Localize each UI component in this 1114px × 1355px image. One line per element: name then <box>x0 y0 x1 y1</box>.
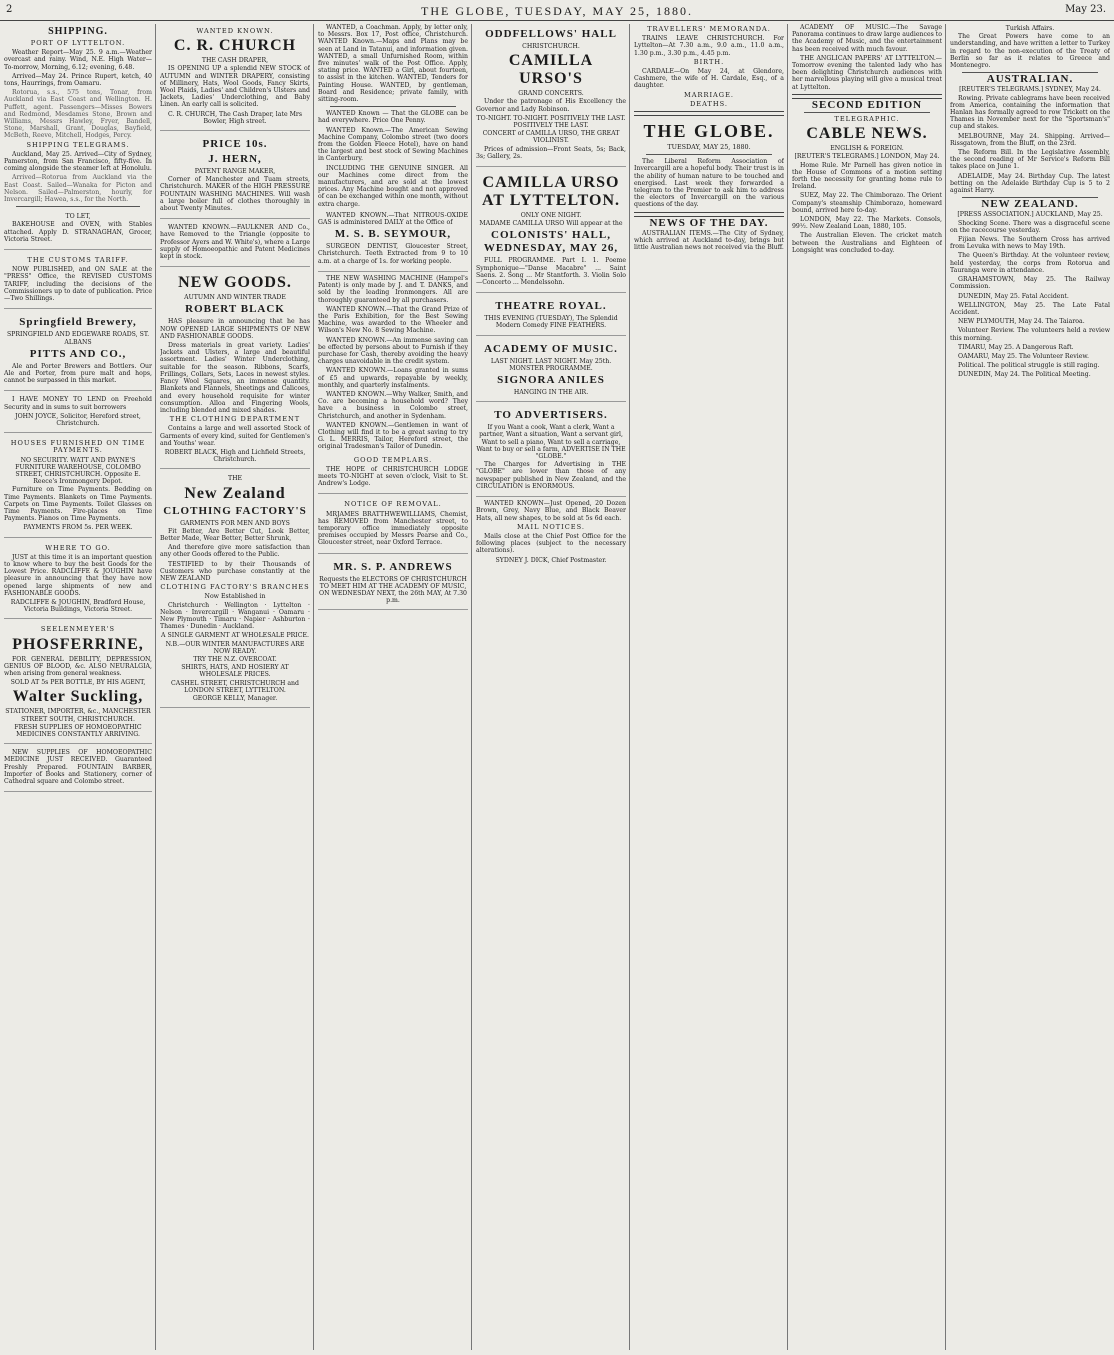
ad-title: CAMILLA URSO'S <box>508 52 594 88</box>
ad-body: LAST NIGHT. LAST NIGHT. May 25th. MONSTER PROGRAMME. <box>490 357 612 372</box>
ad-radcliffe <box>4 541 152 620</box>
ad-footer: PAYMENTS FROM 5s. PER WEEK. <box>23 524 133 532</box>
telegraphic-title: TELEGRAPHIC. <box>834 115 900 124</box>
second-edition-title: SECOND EDITION <box>811 98 923 111</box>
ad-seymour <box>318 210 468 272</box>
ad-springfield-brewery <box>4 312 152 391</box>
ad-intro: WANTED KNOWN.—That NITROUS-OXIDE GAS is administered DAILY at the Office of <box>318 211 468 227</box>
ad-body: THE HOPE of CHRISTCHURCH LODGE meets TO-NIGHT at seven o'clock, Visit to St. Andrew's Lodge. <box>318 465 468 488</box>
ad-robert-black <box>160 270 310 469</box>
shipping-telegrams-more: Arrived—Rotorua from Auckland via the East Coast. Sailed—Wanaka for Picton and Nelson. Sailed—Palmerston, hourly, for Invercargill; Hawea, s.s., for the North. <box>4 174 152 204</box>
deaths-title: DEATHS. <box>689 99 729 108</box>
wanted-loans: WANTED KNOWN.—Loans granted in sums of £5 and upwards, repayable by weekly, monthly, and quarterly instalments. <box>318 367 468 389</box>
ad-homoeopathic <box>4 747 152 792</box>
divider <box>634 212 784 217</box>
ad-branches-title: CLOTHING FACTORY'S BRANCHES <box>160 583 310 592</box>
ad-body: Requests the ELECTORS OF CHRISTCHURCH TO MEET HIM AT THE ACADEMY OF MUSIC, ON WEDNESDAY NEXT, the 26th MAY, At 7.30 p.m. <box>319 575 467 605</box>
ad-manager: GEORGE KELLY, Manager. <box>192 695 278 702</box>
ad-title: MR. S. P. ANDREWS <box>333 560 453 573</box>
mail-body: Mails close at the Chief Post Office for the following places (subject to the necessary alterations). <box>476 532 626 555</box>
ad-list: Dress materials in great variety. Ladies' Jackets and Ulsters, a large and beautiful assortment. Ladies' Winter Underclothing, suitable for the season. Ribbons, Scarfs, Frillings, Collars, Sets, Laces in newest styles. Fancy Wool Squares, an immense quantity. Blankets and Flannels, Sheetings and Calicoes, and every household requisite for winter consumption. Alloa and Fingering Wools, including blended and mixed shades. <box>160 342 310 414</box>
ad-footer: RADCLIFFE & JOUGHIN, Bradford House, Victoria Buildings, Victoria Street. <box>10 598 146 614</box>
ad-venue-sub: CHRISTCHURCH. <box>522 43 580 50</box>
column-7 <box>950 24 1110 1350</box>
ad-wholesale: A SINGLE GARMENT AT WHOLESALE PRICE. <box>161 632 309 640</box>
fijian-news: Fijian News. The Southern Cross has arrived from Levuka with news to May 19th. <box>950 236 1110 251</box>
wanted-hats: WANTED KNOWN—Just Opened, 20 Dozen Brown, Grey, Navy Blue, and Black Beaver Hats, all new shapes, to be sold at 5s 6d each. <box>476 500 626 522</box>
ad-subtitle: AUTUMN AND WINTER TRADE <box>184 294 286 302</box>
column-rule <box>787 24 788 1350</box>
ad-title: C. R. CHURCH <box>173 37 297 55</box>
dunedin-political: DUNEDIN, May 24. The Political Meeting. <box>958 371 1091 379</box>
ad-venue: ODDFELLOWS' HALL <box>485 28 617 40</box>
ad-circulation: The Charges for Advertising in THE "GLOBE" are lower than those of any newspaper published in New Zealand, and the CIRCULATION is ENORMOUS. <box>476 461 626 490</box>
column-rule <box>155 24 156 1350</box>
masthead-right: May 23. <box>1065 4 1106 15</box>
divider <box>804 112 930 113</box>
ad-body: JOHN JOYCE, Solicitor, Hereford street, Christchurch. <box>15 412 141 427</box>
ad-subtitle: THE CASH DRAPER, <box>201 57 269 65</box>
cable-news-title: CABLE NEWS. <box>806 125 928 143</box>
ad-money-lend <box>4 394 152 433</box>
ad-tagline: GARMENTS FOR MEN AND BOYS <box>180 519 290 527</box>
home-rule: Home Rule. Mr Parnell has given notice in the House of Commons of a motion setting forth the necessity for granting home rule to Ireland. <box>792 161 942 191</box>
ad-body: Ale and Porter Brewers and Bottlers. Our Ale and Porter, from pure malt and hops, cannot be surpassed in this market. <box>4 362 152 385</box>
ad-body: And therefore give more satisfaction than any other Goods offered to the Public. <box>160 544 310 559</box>
ad-section-title: THE CLOTHING DEPARTMENT <box>169 415 301 424</box>
ad-concert: CONCERT of CAMILLA URSO, THE GREAT VIOLINIST. <box>482 130 620 145</box>
rowing: Rowing. Private cablegrams have been received from America, containing the information that Hanlan has formally agreed to row Trickett on the Thames in November next for the "Sportsman's" cup and stakes. <box>950 94 1110 131</box>
wanted-singer: INCLUDING THE GENUINE SINGER. All our Machines come direct from the manufacturers, and are sold at the lowest prices. Any Machine bought and not approved of can be exchanged within one month, without extra charge. <box>318 164 468 208</box>
ad-advertisers <box>476 405 626 497</box>
ad-good-templars <box>318 453 468 495</box>
divider <box>330 106 456 107</box>
masthead-title: THE GLOBE, TUESDAY, MAY 25, 1880. <box>421 4 693 18</box>
mail-title: MAIL NOTICES. <box>516 522 585 531</box>
birth-title: BIRTH. <box>693 57 725 66</box>
ad-feature-sub: HANGING IN THE AIR. <box>513 389 589 397</box>
shipping-title: SHIPPING. <box>48 26 108 37</box>
ad-subtitle: GRAND CONCERTS. <box>518 90 584 98</box>
ad-body: Corner of Manchester and Tuam streets, Christchurch. MAKER of the HIGH PRESSURE FOUNTAIN WASHING MACHINES. Will wash a large boiler full of clothes thoroughly in about Twenty Minutes. <box>160 176 310 213</box>
ad-title: ACADEMY OF MUSIC. <box>484 342 618 355</box>
ad-title: HOUSES FURNISHED ON TIME PAYMENTS. <box>10 439 146 455</box>
weather-report: Weather Report—May 25. 9 a.m.—Weather overcast and rainy. Wind, N.E. High Water—To-morrow, Morning, 6.12; evening, 6.48. <box>4 49 152 71</box>
ad-removal <box>318 497 468 553</box>
ad-branches-sub: Now Established in <box>204 593 266 601</box>
ad-theatre-royal <box>476 296 626 335</box>
ad-body: IS OPENING UP a splendid NEW STOCK of AUTUMN and WINTER DRAPERY, consisting of Millinery, Hats, Wool Goods, Fancy Skirts, Wool Plaids, Ladies' and Children's Ulsters and Jackets, Ladies' Underclothing, and Baby Linen. An early call is solicited. <box>160 65 310 109</box>
timaru: TIMARU, May 25. A Dangerous Raft. <box>958 343 1074 351</box>
suez: SUEZ, May 22. The Chimborazo. The Orient Company's steamship Chimborazo, homeward bound, arrived here to-day. <box>792 192 942 214</box>
wellington: WELLINGTON, May 25. The Late Fatal Accident. <box>950 301 1110 316</box>
ad-kicker: WANTED KNOWN. <box>196 27 274 35</box>
ad-address: CASHEL STREET, CHRISTCHURCH and LONDON STREET, LYTTELTON. <box>171 679 299 694</box>
ad-title: I HAVE MONEY TO LEND on Freehold Security and in sums to suit borrowers <box>4 396 152 411</box>
ad-watt-payne <box>4 436 152 537</box>
ad-section-body: Contains a large and well assorted Stock of Garments of every kind, suited for Gentlemen's and Youths' wear. <box>160 425 310 447</box>
ad-brand: SEELENMEYER'S <box>40 625 116 634</box>
ad-body: HAS pleasure in announcing that he has NOW OPENED LARGE SHIPMENTS OF NEW AND FASHIONABLE GOODS. <box>160 318 310 340</box>
ad-title: M. S. B. SEYMOUR, <box>334 228 452 241</box>
ad-subtitle: SPRINGFIELD AND EDGEWARE ROADS, ST. ALBANS <box>6 331 150 346</box>
page-number: 2 <box>6 4 13 15</box>
masthead <box>0 0 1114 21</box>
editorial-title: THE GLOBE. <box>643 121 775 142</box>
ad-title: TO ADVERTISERS. <box>494 409 608 422</box>
ad-footer: FRESH SUPPLIES OF HOMOEOPATHIC MEDICINES CONSTANTLY ARRIVING. <box>14 723 142 739</box>
queens-birthday: The Queen's Birthday. At the volunteer review, held yesterday, the corps from Rotorua and Tauranga were in attendance. <box>950 252 1110 274</box>
news-title: NEWS OF THE DAY. <box>649 216 769 229</box>
marriage-title: MARRIAGE. <box>684 90 734 99</box>
australian-eleven: The Australian Eleven. The cricket match between the Australians and Eighteen of Longsight was concluded to-day. <box>792 232 942 254</box>
ad-subtitle: NO SECURITY. WATT AND PAYNE'S FURNITURE WAREHOUSE, COLOMBO STREET, CHRISTCHURCH. Opposite E. Reece's Ironmongery Depot. <box>15 456 141 486</box>
ad-body: WANTED KNOWN.—FAULKNER AND Co., have Removed to the Triangle (opposite to Professor Ayers and W. White's), where a Large supply of Homoeopathic and Patent Medicines kept in stock. <box>160 224 310 261</box>
ad-programme: FULL PROGRAMME. Part I. 1. Poeme Symphonique—"Danse Macabre" ... Saint Saens. 2. Song ... Mr Stantforth. 3. Violin Solo—Concerto ... Mendelssohn. <box>476 257 626 287</box>
ad-body: NEW SUPPLIES OF HOMOEOPATHIC MEDICINE JUST RECEIVED. Guaranteed Freshly Prepared. FOUNTAIN BARBER, Importer of Books and Stationery, corner of Cathedral square and Colombo street. <box>4 749 152 786</box>
ad-nz-clothing-factory <box>160 472 310 708</box>
ad-footer: C. R. CHURCH, The Cash Draper, late Mrs Bowler, High street. <box>167 110 303 125</box>
ad-body: SURGEON DENTIST, Gloucester Street, Christchurch. Teeth Extracted from 9 to 10 a.m. at a charge of 1s. for working people. <box>318 243 468 265</box>
shipping-notes: Rotorua, s.s., 575 tons, Tonar, from Auckland via East Coast and Wellington. H. Puffett, agent. Passengers—Misses Bowers and Redmond, Mesdames Stone, Brown and Williams, Messrs Hawley, Fryer, Bandell, Stone, Marshall, Grant, Douglas, Bayfield, McBeth, Reeve, Mitchell, Hodges, Percy. <box>4 89 152 140</box>
ad-title: PHOSFERRINE, <box>12 635 144 653</box>
wanted-american: WANTED Known.—The American Sewing Machine Company, Colombo street (two doors from the Golden Fleece Hotel), have on hand the largest and best stock of Sewing Machines in Canterbury. <box>318 126 468 163</box>
wanted-economy: WANTED KNOWN.—An immense saving can be effected by persons about to Furnish if they purchase for Cash, thereby avoiding the heavy charges unavoidable in the credit system. <box>318 336 468 366</box>
new-plymouth: NEW PLYMOUTH, May 24. The Taiaroa. <box>958 318 1085 326</box>
ad-title: GOOD TEMPLARS. <box>353 455 433 464</box>
ad-tonight: TO-NIGHT. TO-NIGHT. POSITIVELY THE LAST. POSITIVELY THE LAST. <box>476 114 626 130</box>
ad-body: THIS EVENING (TUESDAY), The Splendid Modern Comedy FINE FEATHERS. <box>484 315 618 330</box>
ad-body: NOW PUBLISHED, and ON SALE at the "PRESS" Office, the REVISED CUSTOMS TARIFF, including the decisions of the Commissioners up to date of publication. Price—Two Shillings. <box>4 266 152 303</box>
ad-title: THEATRE ROYAL. <box>495 300 607 313</box>
ad-title: THE CUSTOMS TARIFF. <box>27 256 129 265</box>
ad-feature: SIGNORA ANILES <box>497 374 605 387</box>
ad-customs <box>4 253 152 309</box>
arrivals: Arrived—May 24. Prince Rupert, ketch, 40 tons, Haurrings, from Oamaru. <box>4 72 152 88</box>
ad-phosferrine <box>4 622 152 744</box>
shocking-scene: Shocking Scene. There was a disgraceful scene on the racecourse yesterday. <box>950 219 1110 234</box>
ad-body: Furniture on Time Payments. Bedding on Time Payments. Blankets on Time Payments. Carpets on Time Payments. Toilet Glasses on Time Payments. Fire-places on Time Payments. Pianos on Time Payments. <box>4 486 152 523</box>
ad-prices: Prices of admission—Front Seats, 5s; Back, 3s; Gallery, 2s. <box>476 145 626 160</box>
train-times: TRAINS LEAVE CHRISTCHURCH. For Lyttelton—At 7.30 a.m., 9.0 a.m., 11.0 a.m., 1.30 p.m., 3.30 p.m., 4.45 p.m. <box>634 35 784 57</box>
ad-brand: PITTS AND CO., <box>29 347 127 360</box>
reuters-dateline: [REUTER'S TELEGRAMS.] LONDON, May 24. <box>794 153 940 161</box>
ad-branches: Christchurch · Wellington · Lyttelton · Nelson · Invercargill · Wanganui · Oamaru · New Plymouth · Timaru · Napier · Ashburton · Thames · Dunedin · Auckland. <box>160 601 310 631</box>
ad-overcoat: TRY THE N.Z. OVERCOAT. <box>193 655 277 663</box>
australian-dateline: [REUTER'S TELEGRAMS.] SYDNEY, May 24. <box>959 86 1101 94</box>
ad-hern <box>160 134 310 219</box>
grahamstown: GRAHAMSTOWN, May 25. The Railway Commission. <box>950 276 1110 291</box>
notes-body: ACADEMY OF MUSIC.—The Savage Panorama continues to draw large audiences to the Academy of Music, and the entertainment has been received with much favour. <box>792 24 942 53</box>
ad-title: NOTICE OF REMOVAL. <box>344 500 442 509</box>
ad-bakehouse <box>4 210 152 250</box>
reform-bill: The Reform Bill. In the Legislative Assembly, the second reading of Mr Service's Reform Bill takes place on June 1. <box>950 149 1110 171</box>
ad-patronage: Under the patronage of His Excellency the Governor and Lady Robinson. <box>476 98 626 113</box>
ad-body: FOR GENERAL DEBILITY, DEPRESSION, GENIUS OF BLOOD, &c. ALSO NEURALGIA, when arising from general weakness. <box>4 655 152 677</box>
ad-footer: ROBERT BLACK, High and Lichfield Streets, Christchurch. <box>164 448 306 464</box>
leader-article: The Liberal Reform Association of Invercargill are a hopeful body. Their trust is in the ability of human nature to be touched and energised. Last week they forwarded a telegram to the Premier to ask him to address the electors of Invercargill on the various questions of the day. <box>634 158 784 209</box>
shipping-telegrams: Auckland, May 25. Arrived—City of Sydney, Pamerston, from San Francisco, fifty-five. In coming alongside the steamer left at Honolulu. <box>4 150 152 173</box>
turkish-title: Turkish Affairs. <box>1005 25 1055 32</box>
wanted-globe: WANTED Known — That the GLOBE can be had everywhere. Price One Penny. <box>318 110 468 125</box>
ad-title: J. HERN, <box>208 153 262 166</box>
ad-shirts: SHIRTS, HATS, AND HOSIERY AT WHOLESALE PRICES. <box>181 664 289 679</box>
dunedin: DUNEDIN, May 25. Fatal Accident. <box>958 292 1069 300</box>
ad-church <box>160 24 310 131</box>
column-rule <box>945 24 946 1350</box>
port-heading: PORT OF LYTTELTON. <box>30 39 126 47</box>
column-rule <box>313 24 314 1350</box>
news-body: AUSTRALIAN ITEMS.—The City of Sydney, which arrived at Auckland to-day, brings but little Australian news not received via the Bluff. <box>634 229 784 252</box>
ad-price: PRICE 10s. <box>202 138 268 151</box>
ad-kicker: THE <box>227 475 243 483</box>
wanted-list: WANTED, a Coachman. Apply, by letter only, to Messrs. Box 17, Post office, Christchurch. WANTED Known.—Maps and Plans may be seen at Land in Tatanui, and information given. WANTED, a small Unfurnished Room, within five minutes' walk of the Post Office. Apply, stating price. WANTED a Girl, about fourteen, to assist in the kitchen. WANTED, Tenders for Painting House. WANTED, by gentleman, Board and Residence; private family, with sitting-room. <box>318 24 468 104</box>
ad-subtitle: ONLY ONE NIGHT. <box>520 212 582 220</box>
column-3 <box>318 24 468 1350</box>
ad-date: COLONISTS' HALL, WEDNESDAY, MAY 26, <box>483 229 619 255</box>
mail-signature: SYDNEY J. DICK, Chief Postmaster. <box>495 556 607 564</box>
wanted-washing: THE NEW WASHING MACHINE (Hampel's Patent) is only made by J. and T. DANKS, and sold by the leading Ironmongers. All are thoroughly guaranteed by all purchasers. <box>318 274 468 304</box>
birth-notice: CARDALE—On May 24, at Glendore, Cashmere, the wife of H. Cardale, Esq., of a daughter. <box>634 68 784 90</box>
wanted-grand-prize: WANTED KNOWN.—That the Grand Prize of the Paris Exhibition, for the Best Sewing Machine, was awarded to the Wheeler and Wilson's New No. 8 Sewing Machine. <box>318 305 468 335</box>
column-6 <box>792 24 942 1350</box>
ad-body: If you Want a cook, Want a clerk, Want a partner, Want a situation, Want a servant girl, Want to sell a piano, Want to sell a carriage, Want to buy or sell a farm, ADVERTISE IN THE "GLOBE." <box>476 424 626 461</box>
melbourne: MELBOURNE, May 24. Shipping. Arrived—Rissgatown, from the Bluff, on the 23rd. <box>950 132 1110 147</box>
nz-title: NEW ZEALAND. <box>981 198 1079 211</box>
ad-urso-concert <box>476 24 626 167</box>
ad-urso-lyttelton <box>476 170 626 293</box>
ad-title: New Zealand <box>184 484 286 502</box>
mail-notices <box>476 524 626 564</box>
travellers-title: TRAVELLERS' MEMORANDA. <box>647 25 771 33</box>
ad-price: SOLD AT 5s PER BOTTLE, BY HIS AGENT, <box>10 679 146 687</box>
wanted-gentlemen: WANTED KNOWN.—Gentlemen in want of Clothing will find it to be a great saving to try G. L. MERRIS, Tailor, Hereford street, the original Tradesman's Tailor of Dunedin. <box>318 421 468 451</box>
ad-subtitle: CLOTHING FACTORY'S <box>163 504 307 517</box>
ad-academy <box>476 339 626 403</box>
ad-address: STATIONER, IMPORTER, &c., MANCHESTER STREET SOUTH, CHRISTCHURCH. <box>5 708 151 723</box>
ad-body: JUST at this time it is an important question to know where to buy the best Goods for the Lowest Price. RADCLIFFE & JOUGHIN have pleasure in announcing that they have now opened large shipments of new and FASHIONABLE GOODS. <box>4 553 152 597</box>
column-rule <box>471 24 472 1350</box>
ad-title: TO LET, <box>65 213 91 221</box>
australian-title: AUSTRALIAN. <box>986 73 1074 86</box>
divider <box>646 154 772 155</box>
ad-claims: Fit Better, Are Better Cut, Look Better, Better Made, Wear Better, Better Shrunk, <box>160 527 310 542</box>
ad-title: CAMILLA URSO AT LYTTELTON. <box>481 174 621 210</box>
political: Political. The political struggle is still raging. <box>958 362 1100 370</box>
ad-brand: ROBERT BLACK <box>185 303 285 316</box>
telegrams-heading: SHIPPING TELEGRAMS. <box>26 140 130 149</box>
cable-news-sub: ENGLISH & FOREIGN. <box>830 145 904 153</box>
ad-testimony: TESTIFIED to by their Thousands of Customers who purchase constantly at the NEW ZEALAND <box>160 560 310 582</box>
adelaide: ADELAIDE, May 24. Birthday Cup. The latest betting on the Adelaide Birthday Cup is 5 to 2 against Harry. <box>950 172 1110 195</box>
ad-title: NEW GOODS. <box>178 274 292 292</box>
column-5 <box>634 24 784 1350</box>
column-4 <box>476 24 626 1350</box>
ad-title: Springfield Brewery, <box>19 316 137 329</box>
ad-subtitle: PATENT RANGE MAKER, <box>194 168 276 176</box>
column-2 <box>160 24 310 1350</box>
divider <box>634 111 784 116</box>
ad-madame: MADAME CAMILLA URSO Will appear at the <box>479 220 623 228</box>
column-rule <box>629 24 630 1350</box>
volunteer-review: Volunteer Review. The volunteers held a review this morning. <box>950 327 1110 342</box>
ad-agent: Walter Suckling, <box>12 688 144 706</box>
ad-body: MRJAMES BRATTHWEWILLIAMS, Chemist, has REMOVED from Manchester street, to temporary office immediately opposite premises occupied by Messrs Pearse and Co., Gloucester street, near Oxford Terrace. <box>318 510 468 547</box>
ad-andrews <box>318 557 468 611</box>
ad-body: BAKEHOUSE and OVEN, with Stables attached. Apply D. STRANAGHAN, Grocer, Victoria Street. <box>4 221 152 243</box>
column-1 <box>4 24 152 1350</box>
wanted-walker-smith: WANTED KNOWN.—Why Walker, Smith, and Co. are becoming a household word? They have a business in Colombo street, Christchurch, and another in Sydenham. <box>318 390 468 420</box>
notes-urso: THE ANGLICAN PAPERS' AT LYTTELTON.—Tomorrow evening the talented lady who has been delighting Christchurch audiences with her marvellous playing will give a musical treat at Lyttelton. <box>792 54 942 91</box>
ad-faulkner <box>160 222 310 267</box>
divider <box>16 206 140 207</box>
markets: LONDON, May 22. The Markets. Consols, 99½. New Zealand Loan, 1880, 105. <box>792 216 942 231</box>
ad-title: WHERE TO GO. <box>45 543 111 552</box>
turkish-body: The Great Powers have come to an understanding, and have written a letter to Turkey in regard to the non-execution of the Treaty of Berlin so far as it relates to Greece and Montenegro. <box>950 33 1110 70</box>
editorial-date: TUESDAY, MAY 25, 1880. <box>667 143 751 152</box>
oamaru: OAMARU, May 25. The Volunteer Review. <box>958 352 1089 360</box>
ad-nb: N.B.—OUR WINTER MANUFACTURES ARE NOW READY. <box>165 640 305 655</box>
nz-dateline: [PRESS ASSOCIATION.] AUCKLAND, May 25. <box>957 211 1103 219</box>
